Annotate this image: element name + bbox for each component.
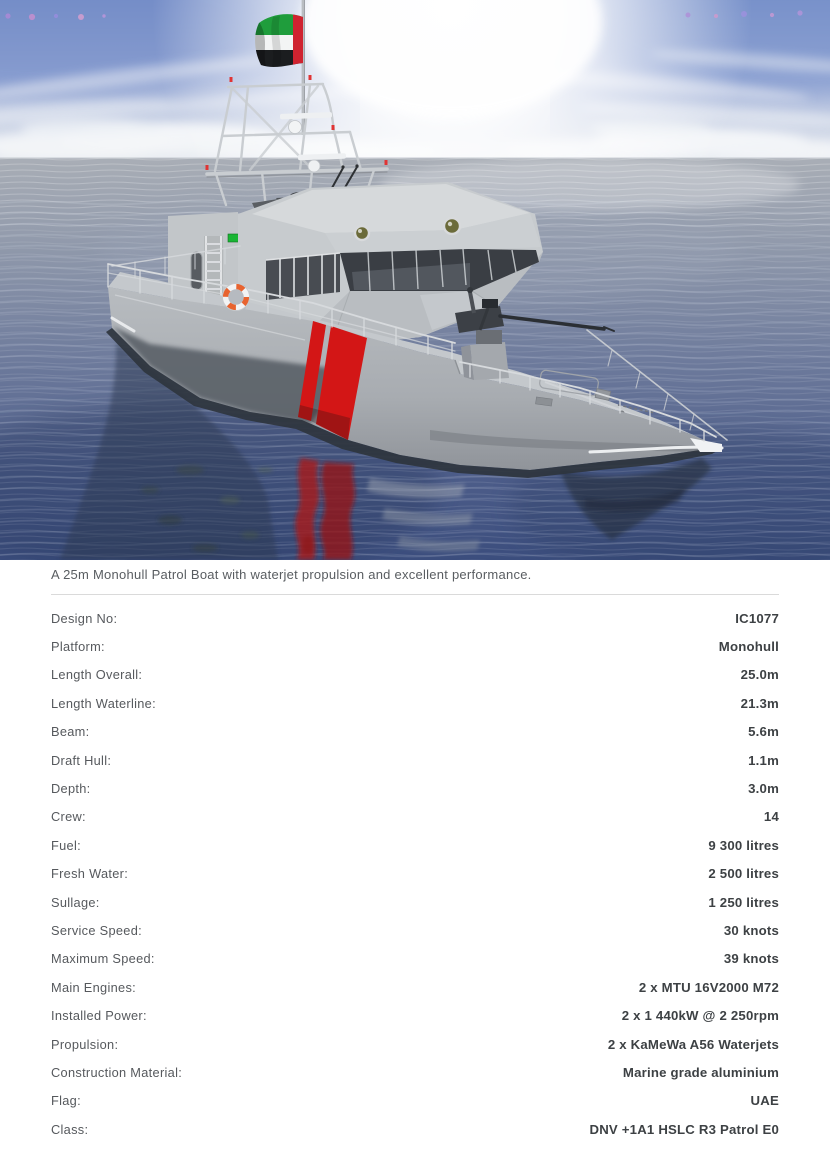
spec-row [51, 718, 779, 746]
spec-value: 39 knots [723, 951, 779, 967]
spec-value: Marine grade aluminium [622, 1064, 779, 1080]
boat-render-image [0, 0, 830, 560]
spec-label: Service Speed: [51, 922, 142, 938]
spec-row [51, 1058, 779, 1086]
spec-label: Maximum Speed: [51, 951, 155, 967]
spec-label: Fuel: [51, 837, 81, 853]
spec-value: Monohull [718, 639, 779, 655]
spec-row [51, 888, 779, 916]
spec-row [51, 774, 779, 802]
spec-value: 2 x KaMeWa A56 Waterjets [607, 1036, 779, 1052]
spec-label: Class: [51, 1121, 89, 1137]
lifebuoy-icon [223, 284, 250, 311]
spec-value: 14 [763, 809, 779, 825]
spec-label: Construction Material: [51, 1064, 183, 1080]
spec-value: 2 x 1 440kW @ 2 250rpm [621, 1008, 779, 1024]
spec-row [51, 831, 779, 859]
spec-label: Installed Power: [51, 1008, 147, 1024]
spec-value: UAE [750, 1093, 779, 1109]
spec-value: 21.3m [740, 695, 779, 711]
spec-value: 5.6m [748, 724, 779, 740]
spec-value: 2 500 litres [708, 866, 779, 882]
spec-label: Propulsion: [51, 1036, 119, 1052]
spec-label: Platform: [51, 639, 105, 655]
spec-row [51, 803, 779, 831]
spec-label: Crew: [51, 809, 86, 825]
spec-row [51, 1001, 779, 1029]
spec-row [51, 1115, 779, 1143]
spec-label: Design No: [51, 610, 118, 626]
spec-list [51, 604, 779, 1143]
spec-value: 30 knots [723, 922, 779, 938]
spec-label: Length Overall: [51, 667, 143, 683]
spec-row [51, 945, 779, 973]
spec-value: 1 250 litres [708, 894, 779, 910]
spec-row [51, 973, 779, 1001]
spec-row [51, 1087, 779, 1115]
spec-row [51, 916, 779, 944]
spec-row [51, 689, 779, 717]
spec-label: Sullage: [51, 894, 100, 910]
spec-label: Beam: [51, 724, 90, 740]
spec-value: 25.0m [740, 667, 779, 683]
spec-value: 1.1m [748, 752, 779, 768]
spec-label: Flag: [51, 1093, 81, 1109]
side-windows [266, 253, 340, 300]
spec-row [51, 661, 779, 689]
divider [51, 594, 779, 595]
spec-label: Draft Hull: [51, 752, 112, 768]
spec-sheet [0, 566, 830, 1143]
red-stripe-reflection [295, 458, 355, 560]
spec-row [51, 632, 779, 660]
spec-row [51, 604, 779, 632]
spec-row [51, 860, 779, 888]
spec-row [51, 1030, 779, 1058]
spec-value: 3.0m [748, 781, 779, 797]
spec-label: Depth: [51, 781, 91, 797]
spec-value: IC1077 [735, 610, 779, 626]
caption: A 25m Monohull Patrol Boat with waterjet propulsion and excellent performance. [51, 567, 532, 582]
spec-label: Length Waterline: [51, 695, 156, 711]
spec-value: DNV +1A1 HSLC R3 Patrol E0 [589, 1121, 779, 1137]
spec-value: 9 300 litres [708, 837, 779, 853]
spec-row [51, 746, 779, 774]
spec-label: Fresh Water: [51, 866, 129, 882]
spec-label: Main Engines: [51, 979, 136, 995]
spec-value: 2 x MTU 16V2000 M72 [638, 979, 779, 995]
